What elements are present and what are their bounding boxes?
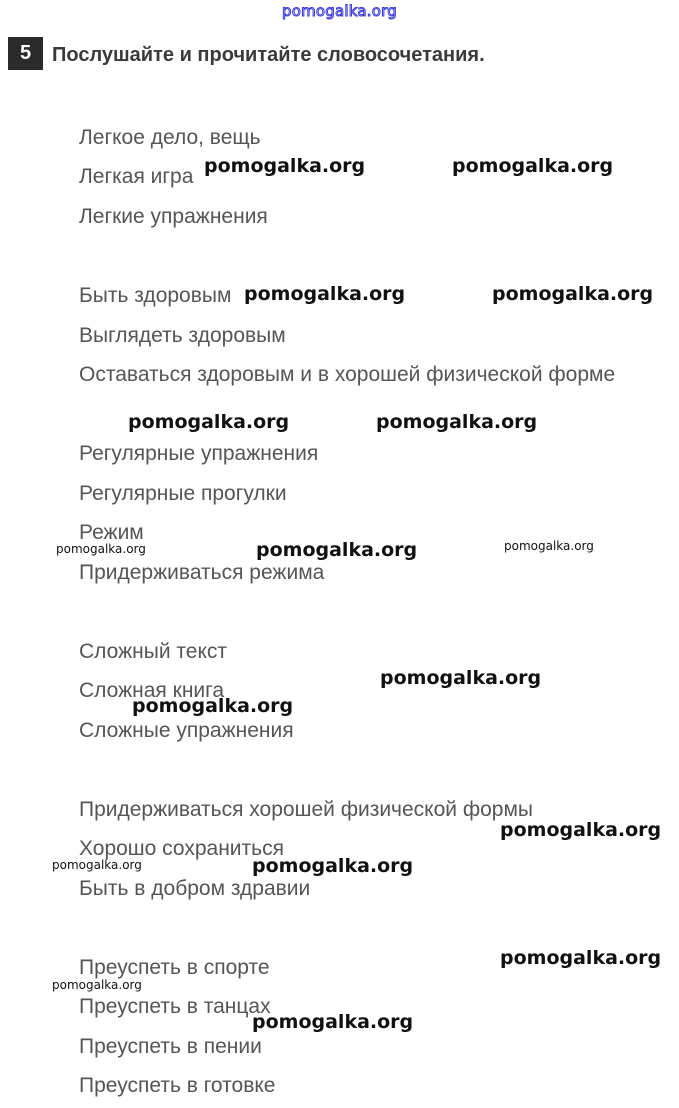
watermark: pomogalka.org	[52, 858, 142, 872]
phrase-item: Сложный текст	[79, 640, 228, 663]
phrase-item: Придерживаться режима	[79, 561, 325, 584]
phrase-item: Легкое дело, вещь	[79, 126, 261, 149]
phrase-item: Легкие упражнения	[79, 205, 268, 228]
phrase-item: Регулярные упражнения	[79, 442, 319, 465]
phrase-item: Преуспеть в готовке	[79, 1074, 276, 1097]
watermark: pomogalka.org	[492, 283, 654, 305]
watermark: pomogalka.org	[244, 283, 406, 305]
watermark: pomogalka.org	[128, 411, 290, 433]
watermark: pomogalka.org	[500, 947, 662, 969]
phrase-item: Легкая игра	[79, 165, 194, 188]
watermark: pomogalka.org	[504, 539, 594, 553]
watermark: pomogalka.org	[252, 1011, 414, 1033]
watermark: pomogalka.org	[56, 542, 146, 556]
task-number-badge: 5	[8, 37, 43, 70]
watermark: pomogalka.org	[132, 695, 294, 717]
phrase-item: Преуспеть в пении	[79, 1035, 262, 1058]
watermark: pomogalka.org	[52, 978, 142, 992]
watermark: pomogalka.org	[252, 855, 414, 877]
phrase-item: Быть в добром здравии	[79, 877, 311, 900]
watermark: pomogalka.org	[380, 667, 542, 689]
phrase-item: Преуспеть в спорте	[79, 956, 270, 979]
phrase-item: Хорошо сохраниться	[79, 837, 284, 860]
phrase-item: Придерживаться хорошей физической формы	[79, 798, 534, 821]
watermark: pomogalka.org	[204, 155, 366, 177]
phrase-item: Сложная книга	[79, 679, 225, 702]
watermark: pomogalka.org	[256, 539, 418, 561]
watermark: pomogalka.org	[376, 411, 538, 433]
phrase-item: Регулярные прогулки	[79, 482, 287, 505]
phrase-item: Выглядеть здоровым	[79, 324, 286, 347]
phrase-item: Преуспеть в танцах	[79, 995, 271, 1018]
phrase-item: Быть здоровым	[79, 284, 232, 307]
watermark: pomogalka.org	[500, 819, 662, 841]
phrase-item: Режим	[79, 521, 144, 544]
watermark: pomogalka.org	[452, 155, 614, 177]
phrase-item: Оставаться здоровым и в хорошей физической форме	[79, 363, 616, 386]
phrase-item: Сложные упражнения	[79, 719, 294, 742]
top-watermark: pomogalka.org	[282, 2, 397, 20]
task-title: Послушайте и прочитайте словосочетания.	[52, 44, 485, 66]
